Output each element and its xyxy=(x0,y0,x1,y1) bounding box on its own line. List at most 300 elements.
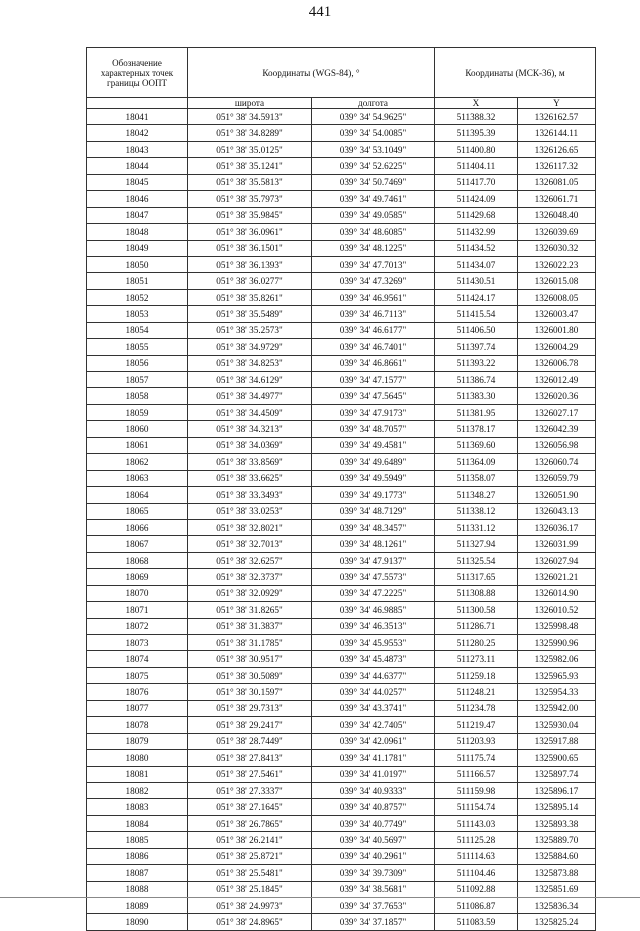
latitude-cell: 051° 38' 29.2417" xyxy=(188,717,312,733)
latitude-cell: 051° 38' 32.6257" xyxy=(188,552,312,568)
y-cell: 1326014.90 xyxy=(518,585,596,601)
point-id-cell: 18057 xyxy=(87,372,188,388)
y-cell: 1326060.74 xyxy=(518,454,596,470)
page-number: 441 xyxy=(308,4,332,20)
latitude-cell: 051° 38' 32.8021" xyxy=(188,519,312,535)
table-row xyxy=(87,667,596,683)
latitude-cell: 051° 38' 34.3213" xyxy=(188,421,312,437)
longitude-cell: 039° 34' 49.1773" xyxy=(312,487,435,503)
table-row xyxy=(87,256,596,272)
y-cell: 1326012.49 xyxy=(518,372,596,388)
table-row xyxy=(87,898,596,914)
latitude-cell: 051° 38' 30.5089" xyxy=(188,667,312,683)
longitude-cell: 039° 34' 40.2961" xyxy=(312,848,435,864)
latitude-cell: 051° 38' 25.1845" xyxy=(188,881,312,897)
x-cell: 511395.39 xyxy=(435,125,518,141)
y-cell: 1325851.69 xyxy=(518,881,596,897)
longitude-cell: 039° 34' 52.6225" xyxy=(312,158,435,174)
longitude-cell: 039° 34' 40.7749" xyxy=(312,815,435,831)
x-subheader: X xyxy=(435,98,518,109)
latitude-cell: 051° 38' 31.8265" xyxy=(188,602,312,618)
y-cell: 1325900.65 xyxy=(518,750,596,766)
table-row xyxy=(87,207,596,223)
y-cell: 1326020.36 xyxy=(518,388,596,404)
table-row xyxy=(87,174,596,190)
point-id-cell: 18064 xyxy=(87,487,188,503)
longitude-cell: 039° 34' 38.5681" xyxy=(312,881,435,897)
y-cell: 1325897.74 xyxy=(518,766,596,782)
longitude-cell: 039° 34' 46.9885" xyxy=(312,602,435,618)
y-cell: 1326043.13 xyxy=(518,503,596,519)
y-cell: 1325917.88 xyxy=(518,733,596,749)
latitude-cell: 051° 38' 32.3737" xyxy=(188,569,312,585)
longitude-cell: 039° 34' 48.7057" xyxy=(312,421,435,437)
point-id-cell: 18045 xyxy=(87,174,188,190)
longitude-cell: 039° 34' 42.7405" xyxy=(312,717,435,733)
y-cell: 1325884.60 xyxy=(518,848,596,864)
longitude-cell: 039° 34' 46.3513" xyxy=(312,618,435,634)
x-cell: 511325.54 xyxy=(435,552,518,568)
point-id-cell: 18076 xyxy=(87,684,188,700)
y-cell: 1326008.05 xyxy=(518,289,596,305)
point-id-cell: 18090 xyxy=(87,914,188,930)
table-row xyxy=(87,635,596,651)
y-cell: 1325982.06 xyxy=(518,651,596,667)
y-cell: 1325895.14 xyxy=(518,799,596,815)
point-id-cell: 18050 xyxy=(87,256,188,272)
x-cell: 511280.25 xyxy=(435,635,518,651)
latitude-subheader: широта xyxy=(188,98,312,109)
latitude-cell: 051° 38' 34.5913" xyxy=(188,109,312,125)
x-cell: 511086.87 xyxy=(435,898,518,914)
table-row xyxy=(87,503,596,519)
table-row xyxy=(87,569,596,585)
point-id-cell: 18063 xyxy=(87,470,188,486)
longitude-cell: 039° 34' 47.2225" xyxy=(312,585,435,601)
table-row xyxy=(87,684,596,700)
y-cell: 1325836.34 xyxy=(518,898,596,914)
longitude-cell: 039° 34' 47.7013" xyxy=(312,256,435,272)
latitude-cell: 051° 38' 33.8569" xyxy=(188,454,312,470)
x-cell: 511159.98 xyxy=(435,782,518,798)
point-id-cell: 18080 xyxy=(87,750,188,766)
point-id-cell: 18085 xyxy=(87,832,188,848)
latitude-cell: 051° 38' 26.7865" xyxy=(188,815,312,831)
table-row xyxy=(87,536,596,552)
longitude-cell: 039° 34' 48.7129" xyxy=(312,503,435,519)
table-row xyxy=(87,322,596,338)
latitude-cell: 051° 38' 34.8289" xyxy=(188,125,312,141)
y-cell: 1326006.78 xyxy=(518,355,596,371)
longitude-cell: 039° 34' 54.9625" xyxy=(312,109,435,125)
y-cell: 1325825.24 xyxy=(518,914,596,930)
latitude-cell: 051° 38' 36.1393" xyxy=(188,256,312,272)
x-cell: 511338.12 xyxy=(435,503,518,519)
longitude-cell: 039° 34' 49.7461" xyxy=(312,191,435,207)
x-cell: 511143.03 xyxy=(435,815,518,831)
table-row xyxy=(87,815,596,831)
y-cell: 1325942.00 xyxy=(518,700,596,716)
latitude-cell: 051° 38' 24.9973" xyxy=(188,898,312,914)
table-row xyxy=(87,585,596,601)
table-row xyxy=(87,306,596,322)
y-cell: 1326004.29 xyxy=(518,339,596,355)
x-cell: 511378.17 xyxy=(435,421,518,437)
latitude-cell: 051° 38' 34.6129" xyxy=(188,372,312,388)
x-cell: 511404.11 xyxy=(435,158,518,174)
latitude-cell: 051° 38' 34.4977" xyxy=(188,388,312,404)
latitude-cell: 051° 38' 24.8965" xyxy=(188,914,312,930)
msk-column-header: Координаты (МСК-36), м xyxy=(435,48,596,98)
longitude-cell: 039° 34' 46.8661" xyxy=(312,355,435,371)
longitude-cell: 039° 34' 46.6177" xyxy=(312,322,435,338)
x-cell: 511125.28 xyxy=(435,832,518,848)
x-cell: 511203.93 xyxy=(435,733,518,749)
table-row xyxy=(87,421,596,437)
table-row xyxy=(87,191,596,207)
latitude-cell: 051° 38' 26.2141" xyxy=(188,832,312,848)
x-cell: 511432.99 xyxy=(435,224,518,240)
latitude-cell: 051° 38' 35.1241" xyxy=(188,158,312,174)
longitude-subheader: долгота xyxy=(312,98,435,109)
point-id-cell: 18044 xyxy=(87,158,188,174)
point-id-cell: 18052 xyxy=(87,289,188,305)
table-row xyxy=(87,618,596,634)
latitude-cell: 051° 38' 34.4509" xyxy=(188,404,312,420)
point-id-cell: 18068 xyxy=(87,552,188,568)
point-id-cell: 18077 xyxy=(87,700,188,716)
table-row xyxy=(87,240,596,256)
latitude-cell: 051° 38' 32.7013" xyxy=(188,536,312,552)
latitude-cell: 051° 38' 36.1501" xyxy=(188,240,312,256)
y-cell: 1326061.71 xyxy=(518,191,596,207)
table-body xyxy=(87,109,596,931)
x-cell: 511424.17 xyxy=(435,289,518,305)
table-row xyxy=(87,865,596,881)
x-cell: 511317.65 xyxy=(435,569,518,585)
x-cell: 511430.51 xyxy=(435,273,518,289)
y-cell: 1326015.08 xyxy=(518,273,596,289)
point-id-cell: 18049 xyxy=(87,240,188,256)
longitude-cell: 039° 34' 42.0961" xyxy=(312,733,435,749)
y-cell: 1325965.93 xyxy=(518,667,596,683)
table-row xyxy=(87,881,596,897)
table-row xyxy=(87,454,596,470)
point-id-cell: 18043 xyxy=(87,141,188,157)
y-subheader: Y xyxy=(518,98,596,109)
latitude-cell: 051° 38' 35.2573" xyxy=(188,322,312,338)
point-id-cell: 18060 xyxy=(87,421,188,437)
y-cell: 1326027.94 xyxy=(518,552,596,568)
x-cell: 511300.58 xyxy=(435,602,518,618)
x-cell: 511083.59 xyxy=(435,914,518,930)
longitude-cell: 039° 34' 37.7653" xyxy=(312,898,435,914)
y-cell: 1325893.38 xyxy=(518,815,596,831)
point-id-cell: 18069 xyxy=(87,569,188,585)
point-id-cell: 18048 xyxy=(87,224,188,240)
point-id-cell: 18070 xyxy=(87,585,188,601)
y-cell: 1326144.11 xyxy=(518,125,596,141)
x-cell: 511424.09 xyxy=(435,191,518,207)
longitude-cell: 039° 34' 49.6489" xyxy=(312,454,435,470)
longitude-cell: 039° 34' 53.1049" xyxy=(312,141,435,157)
longitude-cell: 039° 34' 47.5645" xyxy=(312,388,435,404)
y-cell: 1325990.96 xyxy=(518,635,596,651)
x-cell: 511327.94 xyxy=(435,536,518,552)
latitude-cell: 051° 38' 36.0277" xyxy=(188,273,312,289)
table-row xyxy=(87,470,596,486)
table-row xyxy=(87,750,596,766)
x-cell: 511381.95 xyxy=(435,404,518,420)
longitude-cell: 039° 34' 40.9333" xyxy=(312,782,435,798)
longitude-cell: 039° 34' 49.5949" xyxy=(312,470,435,486)
y-cell: 1326042.39 xyxy=(518,421,596,437)
x-cell: 511166.57 xyxy=(435,766,518,782)
longitude-cell: 039° 34' 47.3269" xyxy=(312,273,435,289)
latitude-cell: 051° 38' 34.8253" xyxy=(188,355,312,371)
x-cell: 511400.80 xyxy=(435,141,518,157)
x-cell: 511219.47 xyxy=(435,717,518,733)
longitude-cell: 039° 34' 41.0197" xyxy=(312,766,435,782)
longitude-cell: 039° 34' 50.7469" xyxy=(312,174,435,190)
y-cell: 1325873.88 xyxy=(518,865,596,881)
table-row xyxy=(87,125,596,141)
longitude-cell: 039° 34' 48.1261" xyxy=(312,536,435,552)
latitude-cell: 051° 38' 29.7313" xyxy=(188,700,312,716)
longitude-cell: 039° 34' 44.6377" xyxy=(312,667,435,683)
point-id-cell: 18053 xyxy=(87,306,188,322)
x-cell: 511364.09 xyxy=(435,454,518,470)
table-row xyxy=(87,339,596,355)
longitude-cell: 039° 34' 46.7401" xyxy=(312,339,435,355)
point-id-cell: 18087 xyxy=(87,865,188,881)
y-cell: 1326081.05 xyxy=(518,174,596,190)
point-id-cell: 18086 xyxy=(87,848,188,864)
latitude-cell: 051° 38' 36.0961" xyxy=(188,224,312,240)
longitude-cell: 039° 34' 46.7113" xyxy=(312,306,435,322)
point-id-cell: 18046 xyxy=(87,191,188,207)
table-row xyxy=(87,782,596,798)
table-row xyxy=(87,109,596,125)
y-cell: 1326031.99 xyxy=(518,536,596,552)
x-cell: 511104.46 xyxy=(435,865,518,881)
table-row xyxy=(87,799,596,815)
y-cell: 1326030.32 xyxy=(518,240,596,256)
longitude-cell: 039° 34' 47.9173" xyxy=(312,404,435,420)
latitude-cell: 051° 38' 35.7973" xyxy=(188,191,312,207)
y-cell: 1326001.80 xyxy=(518,322,596,338)
latitude-cell: 051° 38' 25.5481" xyxy=(188,865,312,881)
y-cell: 1326126.65 xyxy=(518,141,596,157)
y-cell: 1326056.98 xyxy=(518,437,596,453)
latitude-cell: 051° 38' 33.0253" xyxy=(188,503,312,519)
table-row xyxy=(87,552,596,568)
x-cell: 511175.74 xyxy=(435,750,518,766)
table-row xyxy=(87,372,596,388)
y-cell: 1326162.57 xyxy=(518,109,596,125)
point-id-cell: 18082 xyxy=(87,782,188,798)
y-cell: 1326039.69 xyxy=(518,224,596,240)
x-cell: 511417.70 xyxy=(435,174,518,190)
table-row xyxy=(87,273,596,289)
latitude-cell: 051° 38' 35.0125" xyxy=(188,141,312,157)
table-row xyxy=(87,651,596,667)
point-id-cell: 18073 xyxy=(87,635,188,651)
x-cell: 511406.50 xyxy=(435,322,518,338)
latitude-cell: 051° 38' 27.1645" xyxy=(188,799,312,815)
x-cell: 511308.88 xyxy=(435,585,518,601)
x-cell: 511434.07 xyxy=(435,256,518,272)
x-cell: 511429.68 xyxy=(435,207,518,223)
longitude-cell: 039° 34' 39.7309" xyxy=(312,865,435,881)
longitude-cell: 039° 34' 49.0585" xyxy=(312,207,435,223)
point-id-cell: 18078 xyxy=(87,717,188,733)
wgs-column-header: Координаты (WGS-84), ° xyxy=(188,48,435,98)
latitude-cell: 051° 38' 34.0369" xyxy=(188,437,312,453)
point-id-cell: 18065 xyxy=(87,503,188,519)
coordinates-table xyxy=(86,47,596,931)
y-cell: 1326010.52 xyxy=(518,602,596,618)
x-cell: 511273.11 xyxy=(435,651,518,667)
longitude-cell: 039° 34' 47.9137" xyxy=(312,552,435,568)
table-row xyxy=(87,224,596,240)
blank-subheader xyxy=(87,98,188,109)
longitude-cell: 039° 34' 46.9561" xyxy=(312,289,435,305)
page-bottom-divider xyxy=(0,897,640,898)
point-id-cell: 18081 xyxy=(87,766,188,782)
point-id-cell: 18047 xyxy=(87,207,188,223)
point-id-cell: 18062 xyxy=(87,454,188,470)
y-cell: 1325930.04 xyxy=(518,717,596,733)
longitude-cell: 039° 34' 48.3457" xyxy=(312,519,435,535)
longitude-cell: 039° 34' 45.9553" xyxy=(312,635,435,651)
latitude-cell: 051° 38' 31.1785" xyxy=(188,635,312,651)
point-id-cell: 18074 xyxy=(87,651,188,667)
y-cell: 1325998.48 xyxy=(518,618,596,634)
x-cell: 511397.74 xyxy=(435,339,518,355)
longitude-cell: 039° 34' 40.5697" xyxy=(312,832,435,848)
latitude-cell: 051° 38' 31.3837" xyxy=(188,618,312,634)
latitude-cell: 051° 38' 34.9729" xyxy=(188,339,312,355)
x-cell: 511092.88 xyxy=(435,881,518,897)
table-row xyxy=(87,700,596,716)
x-cell: 511154.74 xyxy=(435,799,518,815)
point-column-header: Обозначение характерных точек границы ООПТ xyxy=(87,48,188,98)
latitude-cell: 051° 38' 32.0929" xyxy=(188,585,312,601)
table-row xyxy=(87,832,596,848)
x-cell: 511248.21 xyxy=(435,684,518,700)
x-cell: 511388.32 xyxy=(435,109,518,125)
table-row xyxy=(87,717,596,733)
point-id-cell: 18083 xyxy=(87,799,188,815)
x-cell: 511415.54 xyxy=(435,306,518,322)
longitude-cell: 039° 34' 37.1857" xyxy=(312,914,435,930)
longitude-cell: 039° 34' 47.5573" xyxy=(312,569,435,585)
point-id-cell: 18051 xyxy=(87,273,188,289)
latitude-cell: 051° 38' 30.9517" xyxy=(188,651,312,667)
point-id-cell: 18059 xyxy=(87,404,188,420)
x-cell: 511369.60 xyxy=(435,437,518,453)
latitude-cell: 051° 38' 28.7449" xyxy=(188,733,312,749)
table-row xyxy=(87,404,596,420)
longitude-cell: 039° 34' 54.0085" xyxy=(312,125,435,141)
latitude-cell: 051° 38' 30.1597" xyxy=(188,684,312,700)
x-cell: 511386.74 xyxy=(435,372,518,388)
point-id-cell: 18041 xyxy=(87,109,188,125)
point-id-cell: 18072 xyxy=(87,618,188,634)
latitude-cell: 051° 38' 35.5813" xyxy=(188,174,312,190)
y-cell: 1325954.33 xyxy=(518,684,596,700)
point-id-cell: 18066 xyxy=(87,519,188,535)
x-cell: 511393.22 xyxy=(435,355,518,371)
y-cell: 1326048.40 xyxy=(518,207,596,223)
x-cell: 511358.07 xyxy=(435,470,518,486)
point-id-cell: 18054 xyxy=(87,322,188,338)
latitude-cell: 051° 38' 27.5461" xyxy=(188,766,312,782)
point-id-cell: 18075 xyxy=(87,667,188,683)
table-row xyxy=(87,487,596,503)
table-row xyxy=(87,848,596,864)
table-row xyxy=(87,158,596,174)
x-cell: 511259.18 xyxy=(435,667,518,683)
longitude-cell: 039° 34' 44.0257" xyxy=(312,684,435,700)
x-cell: 511234.78 xyxy=(435,700,518,716)
y-cell: 1326051.90 xyxy=(518,487,596,503)
x-cell: 511331.12 xyxy=(435,519,518,535)
table-row xyxy=(87,141,596,157)
longitude-cell: 039° 34' 45.4873" xyxy=(312,651,435,667)
latitude-cell: 051° 38' 35.5489" xyxy=(188,306,312,322)
table-row xyxy=(87,289,596,305)
longitude-cell: 039° 34' 48.1225" xyxy=(312,240,435,256)
y-cell: 1325896.17 xyxy=(518,782,596,798)
table-row xyxy=(87,388,596,404)
point-id-cell: 18058 xyxy=(87,388,188,404)
latitude-cell: 051° 38' 33.6625" xyxy=(188,470,312,486)
point-id-cell: 18088 xyxy=(87,881,188,897)
longitude-cell: 039° 34' 48.6085" xyxy=(312,224,435,240)
y-cell: 1326117.32 xyxy=(518,158,596,174)
point-id-cell: 18084 xyxy=(87,815,188,831)
y-cell: 1326036.17 xyxy=(518,519,596,535)
point-id-cell: 18056 xyxy=(87,355,188,371)
y-cell: 1326022.23 xyxy=(518,256,596,272)
latitude-cell: 051° 38' 35.8261" xyxy=(188,289,312,305)
table-row xyxy=(87,733,596,749)
table-row xyxy=(87,602,596,618)
latitude-cell: 051° 38' 33.3493" xyxy=(188,487,312,503)
y-cell: 1325889.70 xyxy=(518,832,596,848)
latitude-cell: 051° 38' 27.3337" xyxy=(188,782,312,798)
x-cell: 511434.52 xyxy=(435,240,518,256)
longitude-cell: 039° 34' 43.3741" xyxy=(312,700,435,716)
y-cell: 1326027.17 xyxy=(518,404,596,420)
longitude-cell: 039° 34' 41.1781" xyxy=(312,750,435,766)
x-cell: 511286.71 xyxy=(435,618,518,634)
point-id-cell: 18079 xyxy=(87,733,188,749)
point-id-cell: 18055 xyxy=(87,339,188,355)
point-id-cell: 18061 xyxy=(87,437,188,453)
table-row xyxy=(87,437,596,453)
longitude-cell: 039° 34' 40.8757" xyxy=(312,799,435,815)
x-cell: 511114.63 xyxy=(435,848,518,864)
latitude-cell: 051° 38' 35.9845" xyxy=(188,207,312,223)
point-id-cell: 18089 xyxy=(87,898,188,914)
table-row xyxy=(87,355,596,371)
latitude-cell: 051° 38' 25.8721" xyxy=(188,848,312,864)
y-cell: 1326059.79 xyxy=(518,470,596,486)
point-id-cell: 18067 xyxy=(87,536,188,552)
